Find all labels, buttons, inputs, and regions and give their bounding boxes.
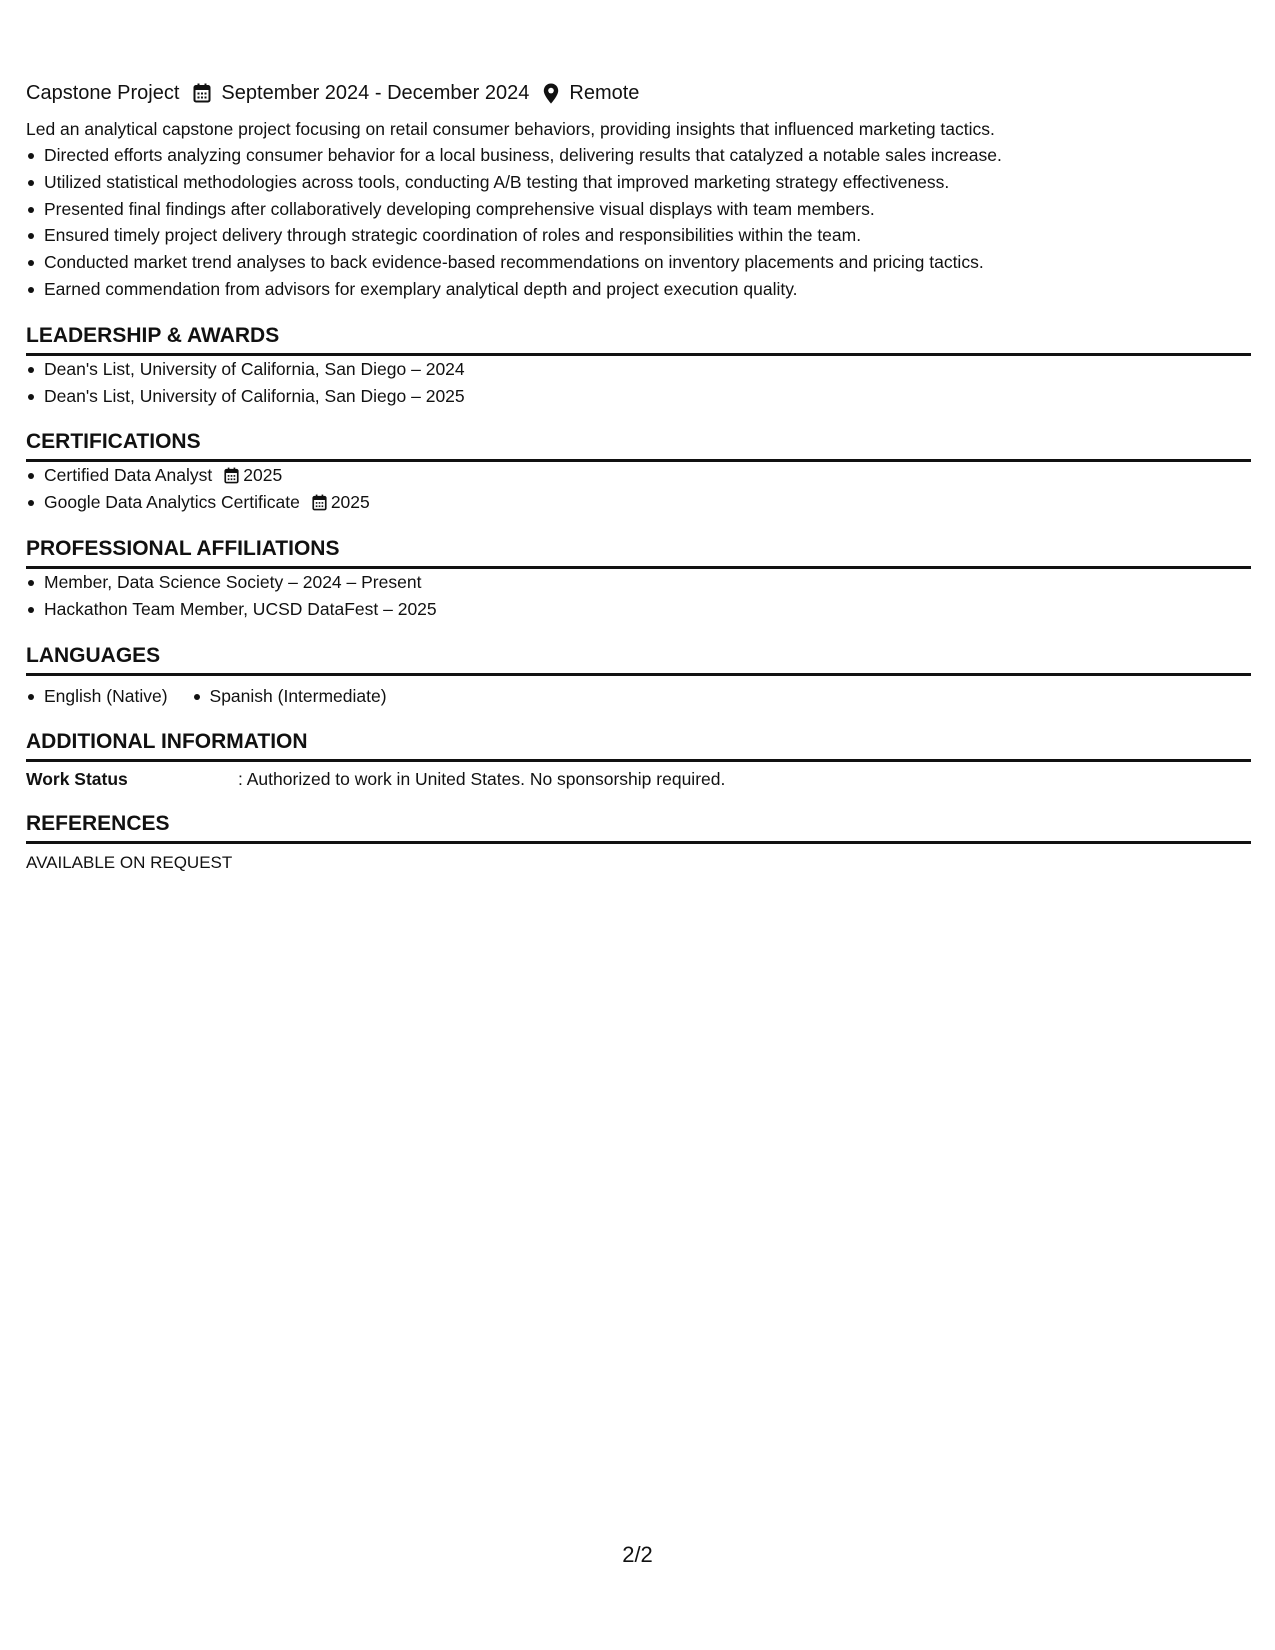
- project-dates: September 2024 - December 2024: [221, 81, 530, 104]
- leadership-list: [26, 356, 1251, 410]
- map-pin-icon: [543, 83, 559, 104]
- resume-page: [26, 76, 1251, 875]
- section-title-references: REFERENCES: [26, 811, 1251, 844]
- list-item: Presented final findings after collaboratively developing comprehensive visual displays with team members.: [44, 196, 1251, 223]
- project-location: Remote: [569, 81, 640, 104]
- work-status-label: Work Status: [26, 768, 128, 789]
- list-item: Directed efforts analyzing consumer behavior for a local business, delivering results that catalyzed a notable sales increase.: [44, 142, 1251, 169]
- language-item: English (Native): [44, 683, 168, 709]
- certification-year: 2025: [243, 465, 283, 486]
- calendar-icon: [193, 83, 211, 103]
- section-title-certifications: CERTIFICATIONS: [26, 429, 1251, 462]
- list-item: Earned commendation from advisors for exemplary analytical depth and project execution quality.: [44, 276, 1251, 303]
- list-item: Utilized statistical methodologies across tools, conducting A/B testing that improved marketing strategy effectiveness.: [44, 169, 1251, 196]
- page-number: 2/2: [622, 1542, 653, 1567]
- work-status-row: [26, 767, 1251, 791]
- project-header: [26, 76, 1251, 110]
- affiliations-list: [26, 569, 1251, 623]
- references-text: AVAILABLE ON REQUEST: [26, 852, 233, 872]
- project-bullets: [26, 142, 1251, 303]
- language-item: Spanish (Intermediate): [210, 683, 387, 709]
- list-item: Dean's List, University of California, San Diego – 2024: [44, 356, 1251, 383]
- work-status-value: : Authorized to work in United States. No sponsorship required.: [238, 768, 726, 789]
- section-title-languages: LANGUAGES: [26, 643, 1251, 676]
- section-title-affiliations: PROFESSIONAL AFFILIATIONS: [26, 536, 1251, 569]
- calendar-icon: [312, 494, 327, 511]
- project-title: Capstone Project: [26, 81, 180, 104]
- list-item: [44, 489, 1251, 516]
- certifications-list: [26, 462, 1251, 516]
- list-item: [44, 462, 1251, 489]
- list-item: Member, Data Science Society – 2024 – Present: [44, 569, 1251, 596]
- languages-list: [26, 683, 1251, 709]
- list-item: Ensured timely project delivery through strategic coordination of roles and responsibilities within the team.: [44, 222, 1251, 249]
- calendar-icon: [224, 467, 239, 484]
- certification-year: 2025: [330, 492, 370, 513]
- project-summary: Led an analytical capstone project focusing on retail consumer behaviors, providing insights that influenced marketing tactics.: [26, 119, 995, 139]
- list-item: Conducted market trend analyses to back evidence-based recommendations on inventory placements and pricing tactics.: [44, 249, 1251, 276]
- section-title-leadership: LEADERSHIP & AWARDS: [26, 323, 1251, 356]
- list-item: Dean's List, University of California, San Diego – 2025: [44, 383, 1251, 410]
- list-item: Hackathon Team Member, UCSD DataFest – 2025: [44, 596, 1251, 623]
- section-title-additional: ADDITIONAL INFORMATION: [26, 729, 1251, 762]
- certification-name: Google Data Analytics Certificate: [44, 492, 300, 513]
- certification-name: Certified Data Analyst: [44, 465, 213, 486]
